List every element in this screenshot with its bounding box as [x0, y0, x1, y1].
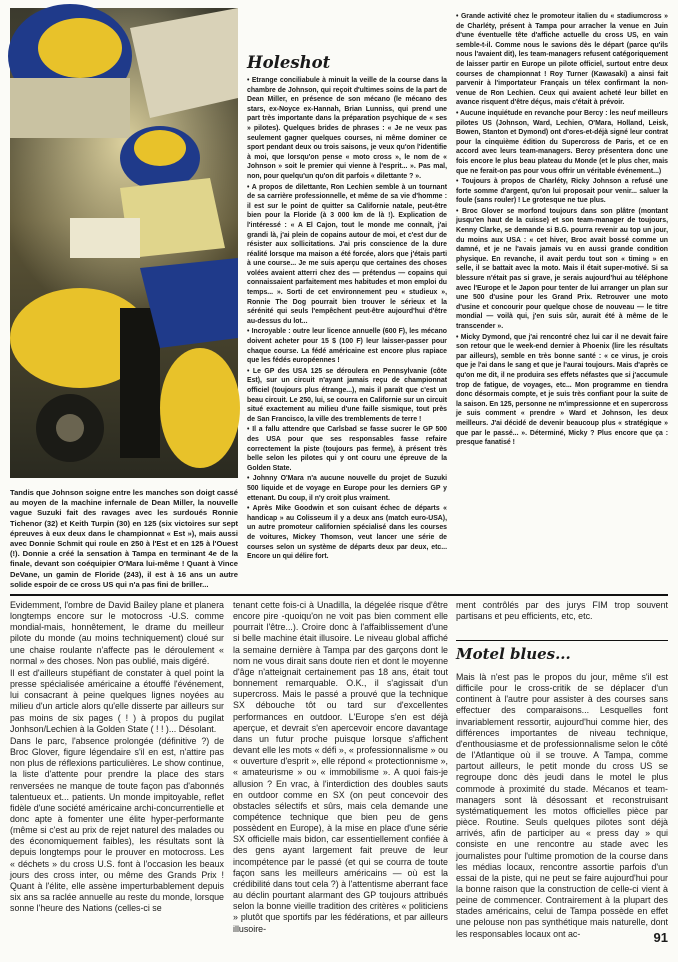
holeshot-item: • Après Mike Goodwin et son cuisant échec de départs « handicap » au Colisseum il y a deux ans (match euro-USA), un autre promoteur californien spécialisé dans les courses de voitures, Mickey Thomson, veut lancer une série de courses selon un système de départs deux par deux, etc... Encore un qui délire fort. — [247, 505, 447, 561]
article-paragraph: Mais là n'est pas le propos du jour, même s'il est difficile pour le cross-critik de se déplacer d'un continent à l'autre pour assister à des courses sans effectuer des comparaisons... Lesquelles font invariablement ressortir, aujourd'hui comme hier, des différences importantes de niveau technique, d'enthousiasme et de professionnalisme selon le côté de l'Atlantique où il se trouve. A Tampa, comme partout ailleurs, le petit monde du cross US se regroupe donc dès jeudi dans le motel le plus commode à proximité du stade. Mécanos et team-managers sont là désossant et reconstruisant systématiquement les motos officielles pièce par pièce. Routine. Seuls quelques pilotes sont déjà arrivés, afin de participer au « press day » qui consiste en une rencontre au stade avec les journalistes pour l'ultime promotion de la course dans les médias locaux, rencontre assortie parfois d'un essai de la piste, qui ne peut se faire aujourd'hui pour la bonne raison que la construction de celle-ci vient à peine de commencer. Contrairement à la plupart des stades américains, celui de Tampa possède en effet une pelouse non pas synthétique mais naturelle, dont les responsables locaux ont ac- — [456, 672, 668, 939]
photo-illustration — [10, 8, 238, 478]
holeshot-item: • A propos de dilettante, Ron Lechien semble à un tournant de sa carrière professionnelle, et même de sa vie d'homme : il est sur le point de quitter sa Californie natale, peut-être bien pour la Floride (à 3 000 km de là !). Explication de l'intéressé : « A El Cajon, tout le monde me connaît, j'ai grandi là, j'ai plein de copains autour de moi, et c'est dur de résister aux sollicitations. J'ai pris conscience de la dure réalité lorsque ma maison a été forcée, alors que j'étais parti à une course... Je me suis aperçu que certaines des choses volées avaient atterri chez des — prétendus — copains qui connaissaient parfaitement mes habitudes et mon emploi du temps... ». Sorti de cet environnement peu « studieux », Ronnie The Dog pourrait bien trouver le sérieux et la sérénité qui seuls l'empêchent peut-être aujourd'hui d'être au-dessus du lot... — [247, 183, 447, 325]
motocross-rider-photo — [10, 8, 238, 478]
motel-blues-title: Motel blues... — [456, 645, 571, 663]
article-paragraph: tenant cette fois-ci à Unadilla, la dégelée risque d'être encore pire -quoiqu'on ne voit pas bien comment elle pourrait l'être...). Croire donc à l'affaiblissement d'une si belle machine était illusoire. Le niveau global affiché la semaine dernière à Tampa par des garçons dont le nom ne vous dirait sans doute rien et dont le moyenne d'âge n'atteignait certainement pas 18 ans, était tout bonnement remarquable. O.K., il s'agissait d'un supercross. Mais le passé a prouvé que la technique SX débouche tôt ou tard sur d'excellentes performances en outdoor. L'Europe s'en est déjà aperçue, et devrait s'en apercevoir encore davantage dans un futur proche puisque lorsque s'affichent devant elle les mots « défi », « professionnalisme » ou « ouverture d'esprit », elle répond « protectionnisme », « amateurisme » ou « immobilisme ». A quoi fais-je allusion ? En vrac, à l'interdiction des doubles sauts en outdoor comme en SX (on peut concevoir des obstacles sélectifs et sûrs, mais cela demande une compétence technique que bien peu de gens possèdent en Europe), à la mise en place d'une série SX officielle mais bidon, car essentiellement confiée à des gens ayant largement fait preuve de leur incompétence par le passé (et qui se courra de toute façon sans les meilleurs américains — où est la crédibilité dans tout cela ?) à l'attentisme aberrant face au déclin pourtant alarmant des GP toujours attribués selon la bonne vieille tradition des critères « politiciens » plutôt que sportifs par les fédérations, et par ailleurs illusoire- — [233, 600, 448, 934]
article-column-1 — [10, 600, 224, 952]
holeshot-item: • Johnny O'Mara n'a aucune nouvelle du projet de Suzuki 500 liquide et de voyage en Europe pour les derniers GP y ettenant. Du coup, il n'y croit plus vraiment. — [247, 475, 447, 502]
page-number: 91 — [653, 930, 668, 945]
holeshot-title: Holeshot — [247, 53, 331, 72]
section-divider — [10, 594, 668, 596]
holeshot-item: • Etrange conciliabule à minuit la veille de la course dans la chambre de Johnson, qui reçoit d'ultimes soins de la part de Dean Miller, en présence de son mécano (le mécano des stars, ex-Noyce ex-Hannah, Brian Lunniss, qui prend une part très importante dans la préparation psychique de « ses » pilotes). Quelques brides de phrases : « Je ne veux pas seulement gagner quelques courses, ni même dominer ce sport pendant deux ou trois saisons, je veux qu'on l'identifie à moi, que lorsqu'on pense « moto cross », le nom de « Johnson » soit le premier qui vienne à l'esprit... ». Pas mal, non, pour quelqu'un qu'on dit parfois « dilettante ? ». — [247, 77, 447, 180]
article-column-3-top — [456, 600, 668, 632]
article-paragraph: ment contrôlés par des jurys FIM trop souvent partisans et peu efficients, etc, etc. — [456, 600, 668, 622]
holeshot-item: • Incroyable : outre leur licence annuelle (600 F), les mécano doivent acheter pour 15 $ (100 F) leur laisser-passer pour chaque course. La fédé américaine est encore plus rapiace que les fédés européennes ! — [247, 328, 447, 365]
photo-caption: Tandis que Johnson soigne entre les manches son doigt cassé au moyen de la machine infernale de Dean Miller, la nouvelle vague Suzuki fait des ravages avec les surdoués Ronnie Tichenor (32) et Keith Turpin (30) en 125 (six victoires sur sept épreuves à eux deux dans le championnat « Est »), mais aussi avec Donnie Schmit qui roule en 250 à l'Est et en 125 à l'Ouest (!). Donnie a créé la sensation à Tampa en terminant 4e de la finale, devant son coéquipier O'Mara lui-même ! Quant à Vince DeVane, un gamin de Floride (243), il est à 16 ans un autre solide espoir de ce cross US qui n'a pas fini de briller... — [10, 488, 238, 589]
holeshot-column-right — [456, 12, 668, 552]
holeshot-item: • Micky Dymond, que j'ai rencontré chez lui car il ne devait faire son retour que le week-end dernier à Phoenix (lire les résultats par ailleurs), semble en très bonne santé : « ce virus, je crois que je l'ai dans le sang et que je l'aurai toujours. Mais d'après ce qu'on me dit, il ne produira ses effets néfastes que si j'accumule trop de fatigue, de voyages, etc... Mon programme en tiendra donc désormais compte, et je suis très confiant pour la suite de la saison. En 125, personne ne m'impressionne et en supercross je suis comment « prendre » Ward et Johnson, les deux meilleurs. J'ai décidé de devenir beaucoup plus « stratégique » que par le passé... ». Déterminé, Micky ? Plus encore que ça : presque fanatisé ! — [456, 333, 668, 447]
article-column-2 — [233, 600, 448, 952]
article-paragraph: Il est d'ailleurs stupéfiant de constater à quel point la presse spécialisée américaine a étouffé l'événement, lui consacrant à peine quelques lignes noyées au milieu d'un article alors qu'elle disserte par ailleurs sur pas moins de six pages ( ! ) à propos du pugilat Jonhson/Lechien à la Golden State ( ! ! )... Désolant. — [10, 667, 224, 734]
holeshot-header — [247, 53, 444, 73]
holeshot-item: • Grande activité chez le promoteur italien du « stadiumcross » de Charléty, présent à Tampa pour arracher la venue en Juin d'une éventuelle tête d'affiche actuelle du cross US, en vain semble-t-il. Comme nous le savions dès le départ (parce qu'ils nous l'avaient dit), les team-managers refusent catégoriquement de laisser partir en Europe un pilote officiel, surtout entre deux courses de championnat ! Roy Turner (Kawasaki) a ainsi fait parvenir à l'importateur Français un télex confirmant la non-venue de Ron Lechien. Ceux qui avaient acheté leur billet en avance risquent d'être déçus, mais c'était à prévoir. — [456, 13, 668, 107]
holeshot-item: • Aucune inquiétude en revanche pour Bercy : les neuf meilleurs pilotes US (Johnson, Ward, Lechien, O'Mara, Holland, Leisk, Bowen, Stanton et Dymond) ont d'ores-et-déjà signé leur contrat pour la cinquième édition du Supercross de Paris, et ce en accord avec leurs team-managers. Bercy présentera donc une fois encore le plus beau plateau du Monde (et le plus cher, mais que ne ferait-on pas pour vous offrir un véritable événement...) — [456, 109, 668, 175]
holeshot-column-left — [247, 76, 447, 561]
article-paragraph: Dans le parc, l'absence prolongée (définitive ?) de Broc Glover, figure légendaire s'il en est, n'attire pas non plus de réflexions particulières. Le show continue, la liste d'attente pour prendre la place des stars renversées ne manque de toute façon pas d'abonnés talentueux et... patients. Un monde impitoyable, reflet fidèle d'une société américaine archi-concurrentielle et donc apte à fomenter une élite hyper-performante (même si c'est au prix de rejet naturel des malades ou des économiquement faibles), les résultats sont là depuis longtemps pour le prouver en motocross. Les « déchets » du cross U.S. font à l'occasion les beaux jours des cross inter, ou même des Grands Prix ! Quant à l'élite, elle assène imperturbablement depuis six ans sa raclée annuelle au reste du monde, lorsque sonne l'heure des Nations (celles-ci se — [10, 735, 224, 914]
holeshot-item: • Toujours à propos de Charléty, Ricky Johnson a refusé une forte somme d'argent, qu'on lui proposait pour venir... saluer la foule (sans rouler) ! Le grotesque ne tue plus. — [456, 178, 668, 205]
article-column-3 — [456, 672, 668, 946]
holeshot-item: • Broc Glover se morfond toujours dans son plâtre (montant jusqu'en haut de la cuisse) et son team-manager de toujours, Kenny Clarke, se demande si B.G. pourra revenir au top un jour, du moins aux USA : « cet hiver, Broc avait bossé comme un damné, et je ne l'avais jamais vu en aussi grande condition physique. En revanche, il avait perdu tout son « timing » en selle, il se battait avec la moto. Mais il était super-motivé. Si sa blessure n'était pas si grave, je serais aujourd'hui au téléphone avec l'Europe et le Japon pour tenter de lui arranger un plan sur une 500 d'usine pour les Grand Prix. Retrouver une moto d'usine et concourir pour quelque chose de nouveau — le titre mondial — voilà qui, j'en suis sûr, aurait été à même de le transcender ». — [456, 207, 668, 330]
article-paragraph: Evidemment, l'ombre de David Bailey plane et planera longtemps encore sur le motocross -U.S. comme mondial-mais, honnêtement, le drame du meilleur pilote du monde (au moins techniquement) cloué sur une chaise roulante n'affecte pas le déroulement « normal » des choses. Non pas oublié, mais digéré. — [10, 600, 224, 666]
holeshot-item: • Le GP des USA 125 se déroulera en Pennsylvanie (côte Est), sur un circuit n'ayant jamais reçu de championnat officiel (toujours plus étrange...), mais il paraît que c'est un beau circuit. Le 250, lui, se courra en Californie sur un circuit situé exactement au milieu d'une faille sismique, tout près de San Francisco, la ville des tremblements de terre ! — [247, 367, 447, 423]
motel-blues-header — [456, 640, 668, 665]
holeshot-item: • Il a fallu attendre que Carlsbad se fasse sucrer le GP 500 des USA pour que ses responsables fasse refaire correctement la piste (toujours pas ferme), à présent très belle selon les pilotes qui y ont couru une épreuve de la Golden State. — [247, 426, 447, 472]
